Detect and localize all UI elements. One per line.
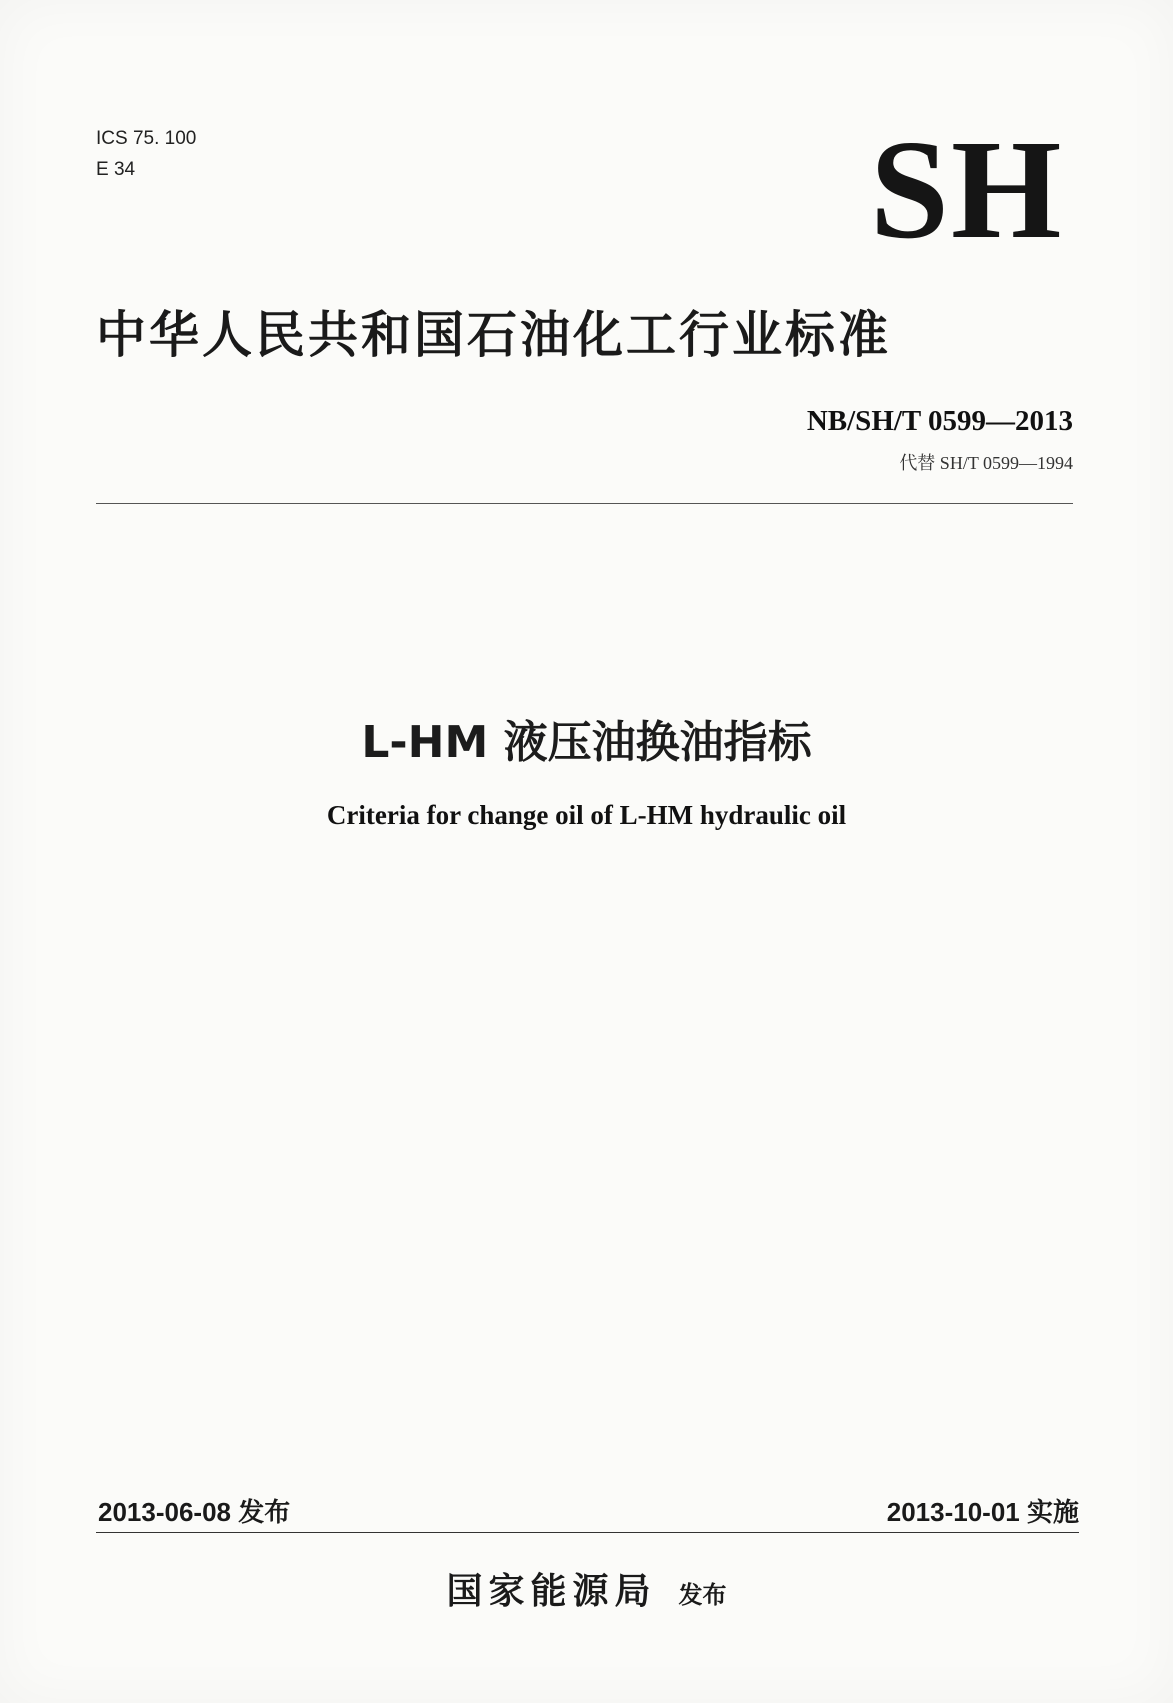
implementation-date: 2013-10-01 实施 <box>886 1497 1079 1527</box>
document-title-cn: L-HM 液压油换油指标 <box>361 717 812 768</box>
header-divider <box>96 503 1073 504</box>
publisher-action: 发布 <box>678 1581 727 1609</box>
sh-logo: SH <box>870 110 1064 268</box>
publisher-name: 国家能源局 <box>446 1571 657 1612</box>
standard-number: NB/SH/T 0599—2013 <box>806 405 1073 437</box>
replaced-standard: 代替 SH/T 0599—1994 <box>899 453 1073 473</box>
document-title-en: Criteria for change oil of L-HM hydraulic oil <box>326 800 847 830</box>
publisher-line <box>0 1563 1173 1614</box>
footer-divider <box>96 1532 1079 1533</box>
ccs-code: E 34 <box>96 159 136 180</box>
issue-date: 2013-06-08 发布 <box>98 1497 291 1527</box>
ics-code: ICS 75. 100 <box>96 128 197 149</box>
standard-category-title: 中华人民共和国石油化工行业标准 <box>96 306 891 364</box>
